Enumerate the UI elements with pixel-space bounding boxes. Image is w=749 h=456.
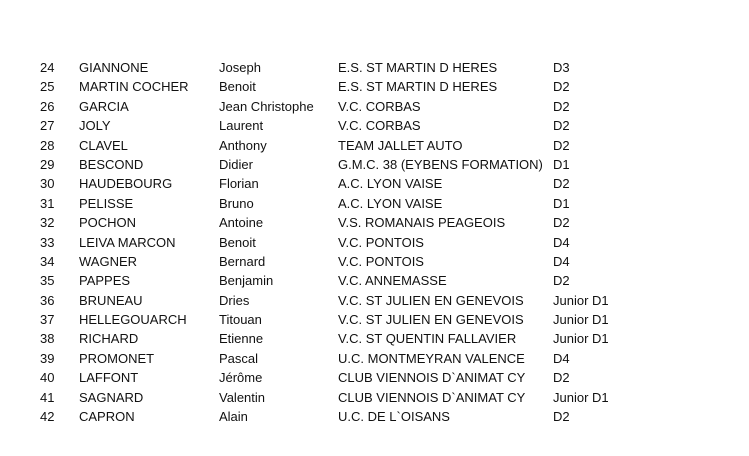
table-row: [0, 77, 749, 96]
rider-club: V.C. CORBAS: [338, 118, 421, 134]
rider-category: D4: [553, 350, 570, 366]
rider-category: Junior D1: [553, 331, 609, 347]
rider-club: U.C. MONTMEYRAN VALENCE: [338, 350, 525, 366]
rider-category: D2: [553, 176, 570, 192]
rider-club: G.M.C. 38 (EYBENS FORMATION): [338, 156, 543, 172]
rider-club: V.C. ANNEMASSE: [338, 273, 447, 289]
rider-category: Junior D1: [553, 389, 609, 405]
rider-last-name: HAUDEBOURG: [79, 176, 173, 192]
rider-number: 37: [40, 312, 55, 328]
rider-club: U.C. DE L`OISANS: [338, 409, 450, 425]
rider-category: Junior D1: [553, 312, 609, 328]
table-row: [0, 368, 749, 387]
rider-number: 42: [40, 409, 55, 425]
rider-number: 40: [40, 370, 55, 386]
rider-first-name: Etienne: [219, 331, 264, 347]
rider-first-name: Benjamin: [219, 273, 274, 289]
rider-last-name: CAPRON: [79, 409, 135, 425]
rider-first-name: Dries: [219, 292, 250, 308]
rider-first-name: Anthony: [219, 137, 267, 153]
rider-category: D3: [553, 60, 570, 75]
rider-number: 36: [40, 292, 55, 308]
rider-category: D2: [553, 79, 570, 95]
rider-first-name: Bruno: [219, 195, 254, 211]
rider-club: E.S. ST MARTIN D HERES: [338, 79, 498, 95]
rider-last-name: BRUNEAU: [79, 292, 143, 308]
rider-last-name: PAPPES: [79, 273, 131, 289]
rider-last-name: LEIVA MARCON: [79, 234, 176, 250]
rider-number: 39: [40, 350, 55, 366]
table-row: [0, 58, 749, 77]
rider-last-name: HELLEGOUARCH: [79, 312, 187, 328]
rider-first-name: Bernard: [219, 253, 266, 269]
table-row: [0, 291, 749, 310]
rider-first-name: Jean Christophe: [219, 98, 314, 114]
table-row: [0, 310, 749, 329]
rider-club: TEAM JALLET AUTO: [338, 137, 463, 153]
rider-number: 34: [40, 253, 55, 269]
rider-club: CLUB VIENNOIS D`ANIMAT CY: [338, 389, 526, 405]
rider-number: 29: [40, 156, 55, 172]
rider-first-name: Joseph: [219, 60, 261, 75]
rider-first-name: Valentin: [219, 389, 266, 405]
table-row: [0, 349, 749, 368]
table-row: [0, 252, 749, 271]
rider-club: V.C. ST JULIEN EN GENEVOIS: [338, 312, 524, 328]
rider-number: 27: [40, 118, 55, 134]
rider-last-name: WAGNER: [79, 253, 138, 269]
table-row: [0, 329, 749, 348]
rider-category: D2: [553, 409, 570, 425]
rider-number: 26: [40, 98, 55, 114]
rider-last-name: CLAVEL: [79, 137, 128, 153]
rider-number: 28: [40, 137, 55, 153]
rider-club: A.C. LYON VAISE: [338, 176, 443, 192]
rider-last-name: GIANNONE: [79, 60, 149, 75]
rider-last-name: SAGNARD: [79, 389, 144, 405]
rider-number: 32: [40, 215, 55, 231]
rider-last-name: PELISSE: [79, 195, 134, 211]
table-row: [0, 271, 749, 290]
rider-last-name: JOLY: [79, 118, 111, 134]
rider-first-name: Florian: [219, 176, 259, 192]
rider-last-name: PROMONET: [79, 350, 155, 366]
table-row: [0, 116, 749, 135]
rider-club: V.C. PONTOIS: [338, 253, 424, 269]
rider-first-name: Benoit: [219, 79, 256, 95]
table-row: [0, 407, 749, 426]
rider-category: D4: [553, 234, 570, 250]
rider-number: 31: [40, 195, 55, 211]
rider-category: D1: [553, 156, 570, 172]
rider-club: V.C. ST JULIEN EN GENEVOIS: [338, 292, 524, 308]
rider-last-name: MARTIN COCHER: [79, 79, 189, 95]
rider-number: 25: [40, 79, 55, 95]
rider-category: Junior D1: [553, 292, 609, 308]
rider-category: D1: [553, 195, 570, 211]
table-row: [0, 97, 749, 116]
table-row: [0, 213, 749, 232]
rider-first-name: Antoine: [219, 215, 264, 231]
rider-category: D2: [553, 370, 570, 386]
rider-number: 33: [40, 234, 55, 250]
rider-first-name: Alain: [219, 409, 248, 425]
rider-first-name: Laurent: [219, 118, 264, 134]
rider-category: D2: [553, 137, 570, 153]
rider-last-name: RICHARD: [79, 331, 139, 347]
rider-category: D4: [553, 253, 570, 269]
rider-club: E.S. ST MARTIN D HERES: [338, 60, 498, 75]
rider-last-name: LAFFONT: [79, 370, 139, 386]
rider-number: 35: [40, 273, 55, 289]
table-row: [0, 194, 749, 213]
rider-number: 41: [40, 389, 55, 405]
rider-number: 38: [40, 331, 55, 347]
rider-club: V.C. PONTOIS: [338, 234, 424, 250]
rider-last-name: GARCIA: [79, 98, 129, 114]
table-row: [0, 155, 749, 174]
table-row: [0, 388, 749, 407]
rider-club: V.C. ST QUENTIN FALLAVIER: [338, 331, 517, 347]
rider-number: 30: [40, 176, 55, 192]
rider-club: V.S. ROMANAIS PEAGEOIS: [338, 215, 506, 231]
rider-first-name: Didier: [219, 156, 253, 172]
table-row: [0, 233, 749, 252]
rider-number: 24: [40, 60, 55, 75]
rider-club: CLUB VIENNOIS D`ANIMAT CY: [338, 370, 526, 386]
rider-category: D2: [553, 118, 570, 134]
table-row: [0, 174, 749, 193]
table-row: [0, 136, 749, 155]
rider-list: [0, 58, 749, 426]
rider-club: A.C. LYON VAISE: [338, 195, 443, 211]
rider-first-name: Titouan: [219, 312, 262, 328]
rider-first-name: Jérôme: [219, 370, 263, 386]
rider-first-name: Pascal: [219, 350, 259, 366]
rider-club: V.C. CORBAS: [338, 98, 421, 114]
rider-category: D2: [553, 215, 570, 231]
rider-category: D2: [553, 273, 570, 289]
rider-first-name: Benoit: [219, 234, 256, 250]
rider-last-name: BESCOND: [79, 156, 144, 172]
rider-last-name: POCHON: [79, 215, 137, 231]
rider-category: D2: [553, 98, 570, 114]
